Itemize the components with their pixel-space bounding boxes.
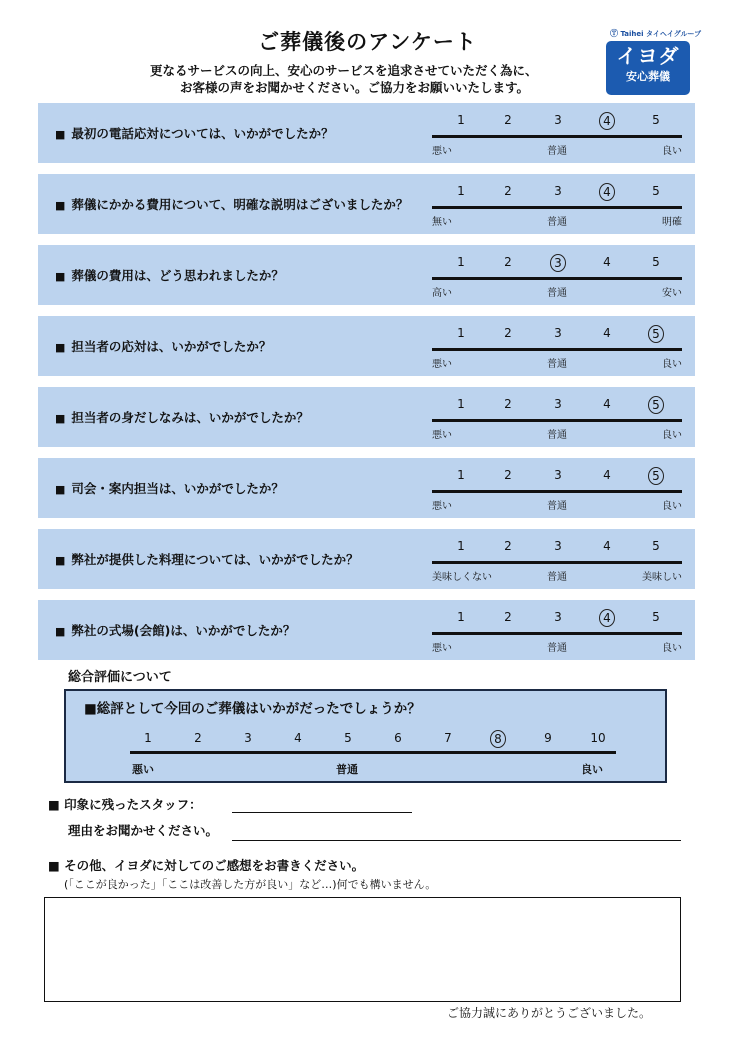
scale-line xyxy=(432,632,682,635)
question-label: 葬儀の費用は、どう思われましたか？ xyxy=(71,268,284,283)
scale-mid-label: 普通 xyxy=(547,146,567,157)
overall-high-label: 良い xyxy=(581,763,603,776)
scale-mid-label: 普通 xyxy=(547,572,567,583)
scale-mid-label: 普通 xyxy=(547,288,567,299)
rating-scale xyxy=(432,466,682,514)
logo-sub: 安心葬儀 xyxy=(626,70,670,83)
square-bullet-icon: ■ xyxy=(48,858,60,873)
overall-scale-line xyxy=(130,751,616,754)
rating-scale xyxy=(432,608,682,656)
scale-low-label: 高い xyxy=(432,288,452,299)
brand-company-small: Taihei xyxy=(620,30,644,38)
square-bullet-icon: ■ xyxy=(55,128,66,141)
intro-line-2: お客様の声をお聞かせください。ご協力をお願いいたします。 xyxy=(180,80,530,95)
rating-option[interactable]: 5 xyxy=(652,184,660,198)
rating-option-selected[interactable]: 4 xyxy=(599,609,615,627)
scale-line xyxy=(432,490,682,493)
rating-option[interactable]: 1 xyxy=(457,397,465,411)
rating-option[interactable]: 5 xyxy=(652,113,660,127)
question-row xyxy=(38,316,695,376)
intro-line-1: 更なるサービスの向上、安心のサービスを追求させていただく為に、 xyxy=(150,63,538,78)
scale-line xyxy=(432,135,682,138)
question-row xyxy=(38,458,695,518)
rating-option[interactable]: 2 xyxy=(504,539,512,553)
rating-option-selected[interactable]: 5 xyxy=(648,325,664,343)
question-label: 司会・案内担当は、いかがでしたか？ xyxy=(71,481,284,496)
reason-label: 理由をお聞かせください。 xyxy=(68,823,219,838)
rating-option[interactable]: 3 xyxy=(554,326,562,340)
scale-line xyxy=(432,348,682,351)
rating-option[interactable]: 5 xyxy=(652,610,660,624)
question-label: 弊社が提供した料理については、いかがでしたか？ xyxy=(71,552,359,567)
scale-low-label: 悪い xyxy=(432,643,452,654)
rating-option[interactable]: 4 xyxy=(603,255,611,269)
question-label: 弊社の式場(会館)は、いかがでしたか？ xyxy=(71,623,296,638)
comments-textarea[interactable] xyxy=(44,897,681,1002)
rating-option[interactable]: 2 xyxy=(504,468,512,482)
scale-low-label: 美味しくない xyxy=(432,572,492,583)
overall-option[interactable]: 10 xyxy=(590,731,606,745)
question-label: 葬儀にかかる費用について、明確な説明はございましたか？ xyxy=(71,197,409,212)
rating-option[interactable]: 3 xyxy=(554,113,562,127)
company-logo xyxy=(606,41,690,95)
rating-option-selected[interactable]: 4 xyxy=(599,112,615,130)
overall-option[interactable]: 5 xyxy=(344,731,352,745)
scale-low-label: 無い xyxy=(432,217,452,228)
rating-option[interactable]: 4 xyxy=(603,468,611,482)
overall-rating-box xyxy=(64,689,667,783)
rating-option[interactable]: 2 xyxy=(504,610,512,624)
square-bullet-icon: ■ xyxy=(55,412,66,425)
rating-option[interactable]: 2 xyxy=(504,397,512,411)
rating-scale xyxy=(432,324,682,372)
question-text xyxy=(55,266,284,284)
scale-high-label: 良い xyxy=(662,501,682,512)
scale-line xyxy=(432,561,682,564)
scale-mid-label: 普通 xyxy=(547,501,567,512)
reason-input-line[interactable] xyxy=(232,840,681,841)
rating-scale xyxy=(432,537,682,585)
scale-low-label: 悪い xyxy=(432,359,452,370)
scale-high-label: 良い xyxy=(662,146,682,157)
scale-low-label: 悪い xyxy=(432,501,452,512)
question-row xyxy=(38,245,695,305)
rating-option[interactable]: 3 xyxy=(554,397,562,411)
question-label: 担当者の身だしなみは、いかがでしたか？ xyxy=(71,410,309,425)
comments-section xyxy=(48,856,364,874)
square-bullet-icon: ■ xyxy=(55,199,66,212)
rating-scale xyxy=(432,253,682,301)
overall-low-label: 悪い xyxy=(132,763,154,776)
overall-option[interactable]: 1 xyxy=(144,731,152,745)
question-text xyxy=(55,337,271,355)
question-text xyxy=(55,621,295,639)
question-label: 担当者の応対は、いかがでしたか？ xyxy=(71,339,272,354)
rating-option[interactable]: 4 xyxy=(603,326,611,340)
scale-mid-label: 普通 xyxy=(547,430,567,441)
rating-option[interactable]: 2 xyxy=(504,184,512,198)
rating-option[interactable]: 2 xyxy=(504,326,512,340)
taihei-logo-icon: Ⓣ xyxy=(610,29,618,38)
rating-scale xyxy=(432,111,682,159)
square-bullet-icon: ■ xyxy=(55,341,66,354)
rating-option[interactable]: 3 xyxy=(554,184,562,198)
scale-mid-label: 普通 xyxy=(547,643,567,654)
scale-line xyxy=(432,206,682,209)
rating-option[interactable]: 5 xyxy=(652,539,660,553)
overall-question: ■総評として今回のご葬儀はいかがだったでしょうか？ xyxy=(84,701,421,717)
rating-option[interactable]: 1 xyxy=(457,255,465,269)
scale-high-label: 安い xyxy=(662,288,682,299)
rating-option[interactable]: 1 xyxy=(457,184,465,198)
question-row xyxy=(38,174,695,234)
question-row xyxy=(38,387,695,447)
overall-section-title: 総合評価について xyxy=(68,670,172,685)
overall-option[interactable]: 9 xyxy=(544,731,552,745)
question-text xyxy=(55,195,408,213)
rating-option[interactable]: 3 xyxy=(554,610,562,624)
scale-line xyxy=(432,277,682,280)
logo-main: イヨダ xyxy=(616,44,680,68)
scale-high-label: 良い xyxy=(662,359,682,370)
overall-option-selected[interactable]: 8 xyxy=(490,730,506,748)
scale-mid-label: 普通 xyxy=(547,359,567,370)
comments-label: その他、イヨダに対してのご感想をお書きください。 xyxy=(64,858,365,873)
rating-option[interactable]: 1 xyxy=(457,468,465,482)
scale-low-label: 悪い xyxy=(432,430,452,441)
square-bullet-icon: ■ xyxy=(55,554,66,567)
rating-option-selected[interactable]: 5 xyxy=(648,467,664,485)
scale-high-label: 良い xyxy=(662,430,682,441)
rating-option[interactable]: 2 xyxy=(504,255,512,269)
overall-option[interactable]: 7 xyxy=(444,731,452,745)
square-bullet-icon: ■ xyxy=(55,483,66,496)
scale-high-label: 明確 xyxy=(662,217,682,228)
question-text xyxy=(55,479,284,497)
rating-option[interactable]: 4 xyxy=(603,539,611,553)
group-brand xyxy=(610,28,701,39)
question-row xyxy=(38,103,695,163)
intro-text xyxy=(150,62,538,96)
rating-option-selected[interactable]: 4 xyxy=(599,183,615,201)
rating-option-selected[interactable]: 5 xyxy=(648,396,664,414)
scale-high-label: 美味しい xyxy=(642,572,682,583)
question-row xyxy=(38,600,695,660)
rating-option[interactable]: 1 xyxy=(457,326,465,340)
overall-mid-label: 普通 xyxy=(336,763,358,776)
rating-option[interactable]: 2 xyxy=(504,113,512,127)
page-title: ご葬儀後のアンケート xyxy=(258,30,477,54)
rating-option[interactable]: 5 xyxy=(652,255,660,269)
comments-note: (「ここが良かった」「ここは改善した方が良い」など…)何でも構いません。 xyxy=(64,878,437,891)
scale-mid-label: 普通 xyxy=(547,217,567,228)
overall-option[interactable]: 3 xyxy=(244,731,252,745)
rating-option[interactable]: 1 xyxy=(457,610,465,624)
rating-option[interactable]: 1 xyxy=(457,539,465,553)
square-bullet-icon: ■ xyxy=(55,625,66,638)
overall-option[interactable]: 4 xyxy=(294,731,302,745)
rating-option-selected[interactable]: 3 xyxy=(550,254,566,272)
question-row xyxy=(38,529,695,589)
scale-low-label: 悪い xyxy=(432,146,452,157)
question-text xyxy=(55,124,334,142)
square-bullet-icon: ■ xyxy=(48,797,60,812)
overall-option[interactable]: 2 xyxy=(194,731,202,745)
rating-option[interactable]: 3 xyxy=(554,468,562,482)
question-text xyxy=(55,550,359,568)
staff-label: 印象に残ったスタッフ： xyxy=(64,797,202,812)
overall-option[interactable]: 6 xyxy=(394,731,402,745)
question-label: 最初の電話応対については、いかがでしたか？ xyxy=(71,126,334,141)
rating-option[interactable]: 3 xyxy=(554,539,562,553)
rating-scale xyxy=(432,182,682,230)
staff-input-line[interactable] xyxy=(232,812,412,813)
staff-section xyxy=(48,795,202,813)
square-bullet-icon: ■ xyxy=(55,270,66,283)
thanks-text: ご協力誠にありがとうございました。 xyxy=(447,1006,652,1020)
scale-high-label: 良い xyxy=(662,643,682,654)
rating-option[interactable]: 1 xyxy=(457,113,465,127)
brand-group: タイヘイグループ xyxy=(646,30,702,38)
scale-line xyxy=(432,419,682,422)
rating-option[interactable]: 4 xyxy=(603,397,611,411)
question-text xyxy=(55,408,309,426)
rating-scale xyxy=(432,395,682,443)
